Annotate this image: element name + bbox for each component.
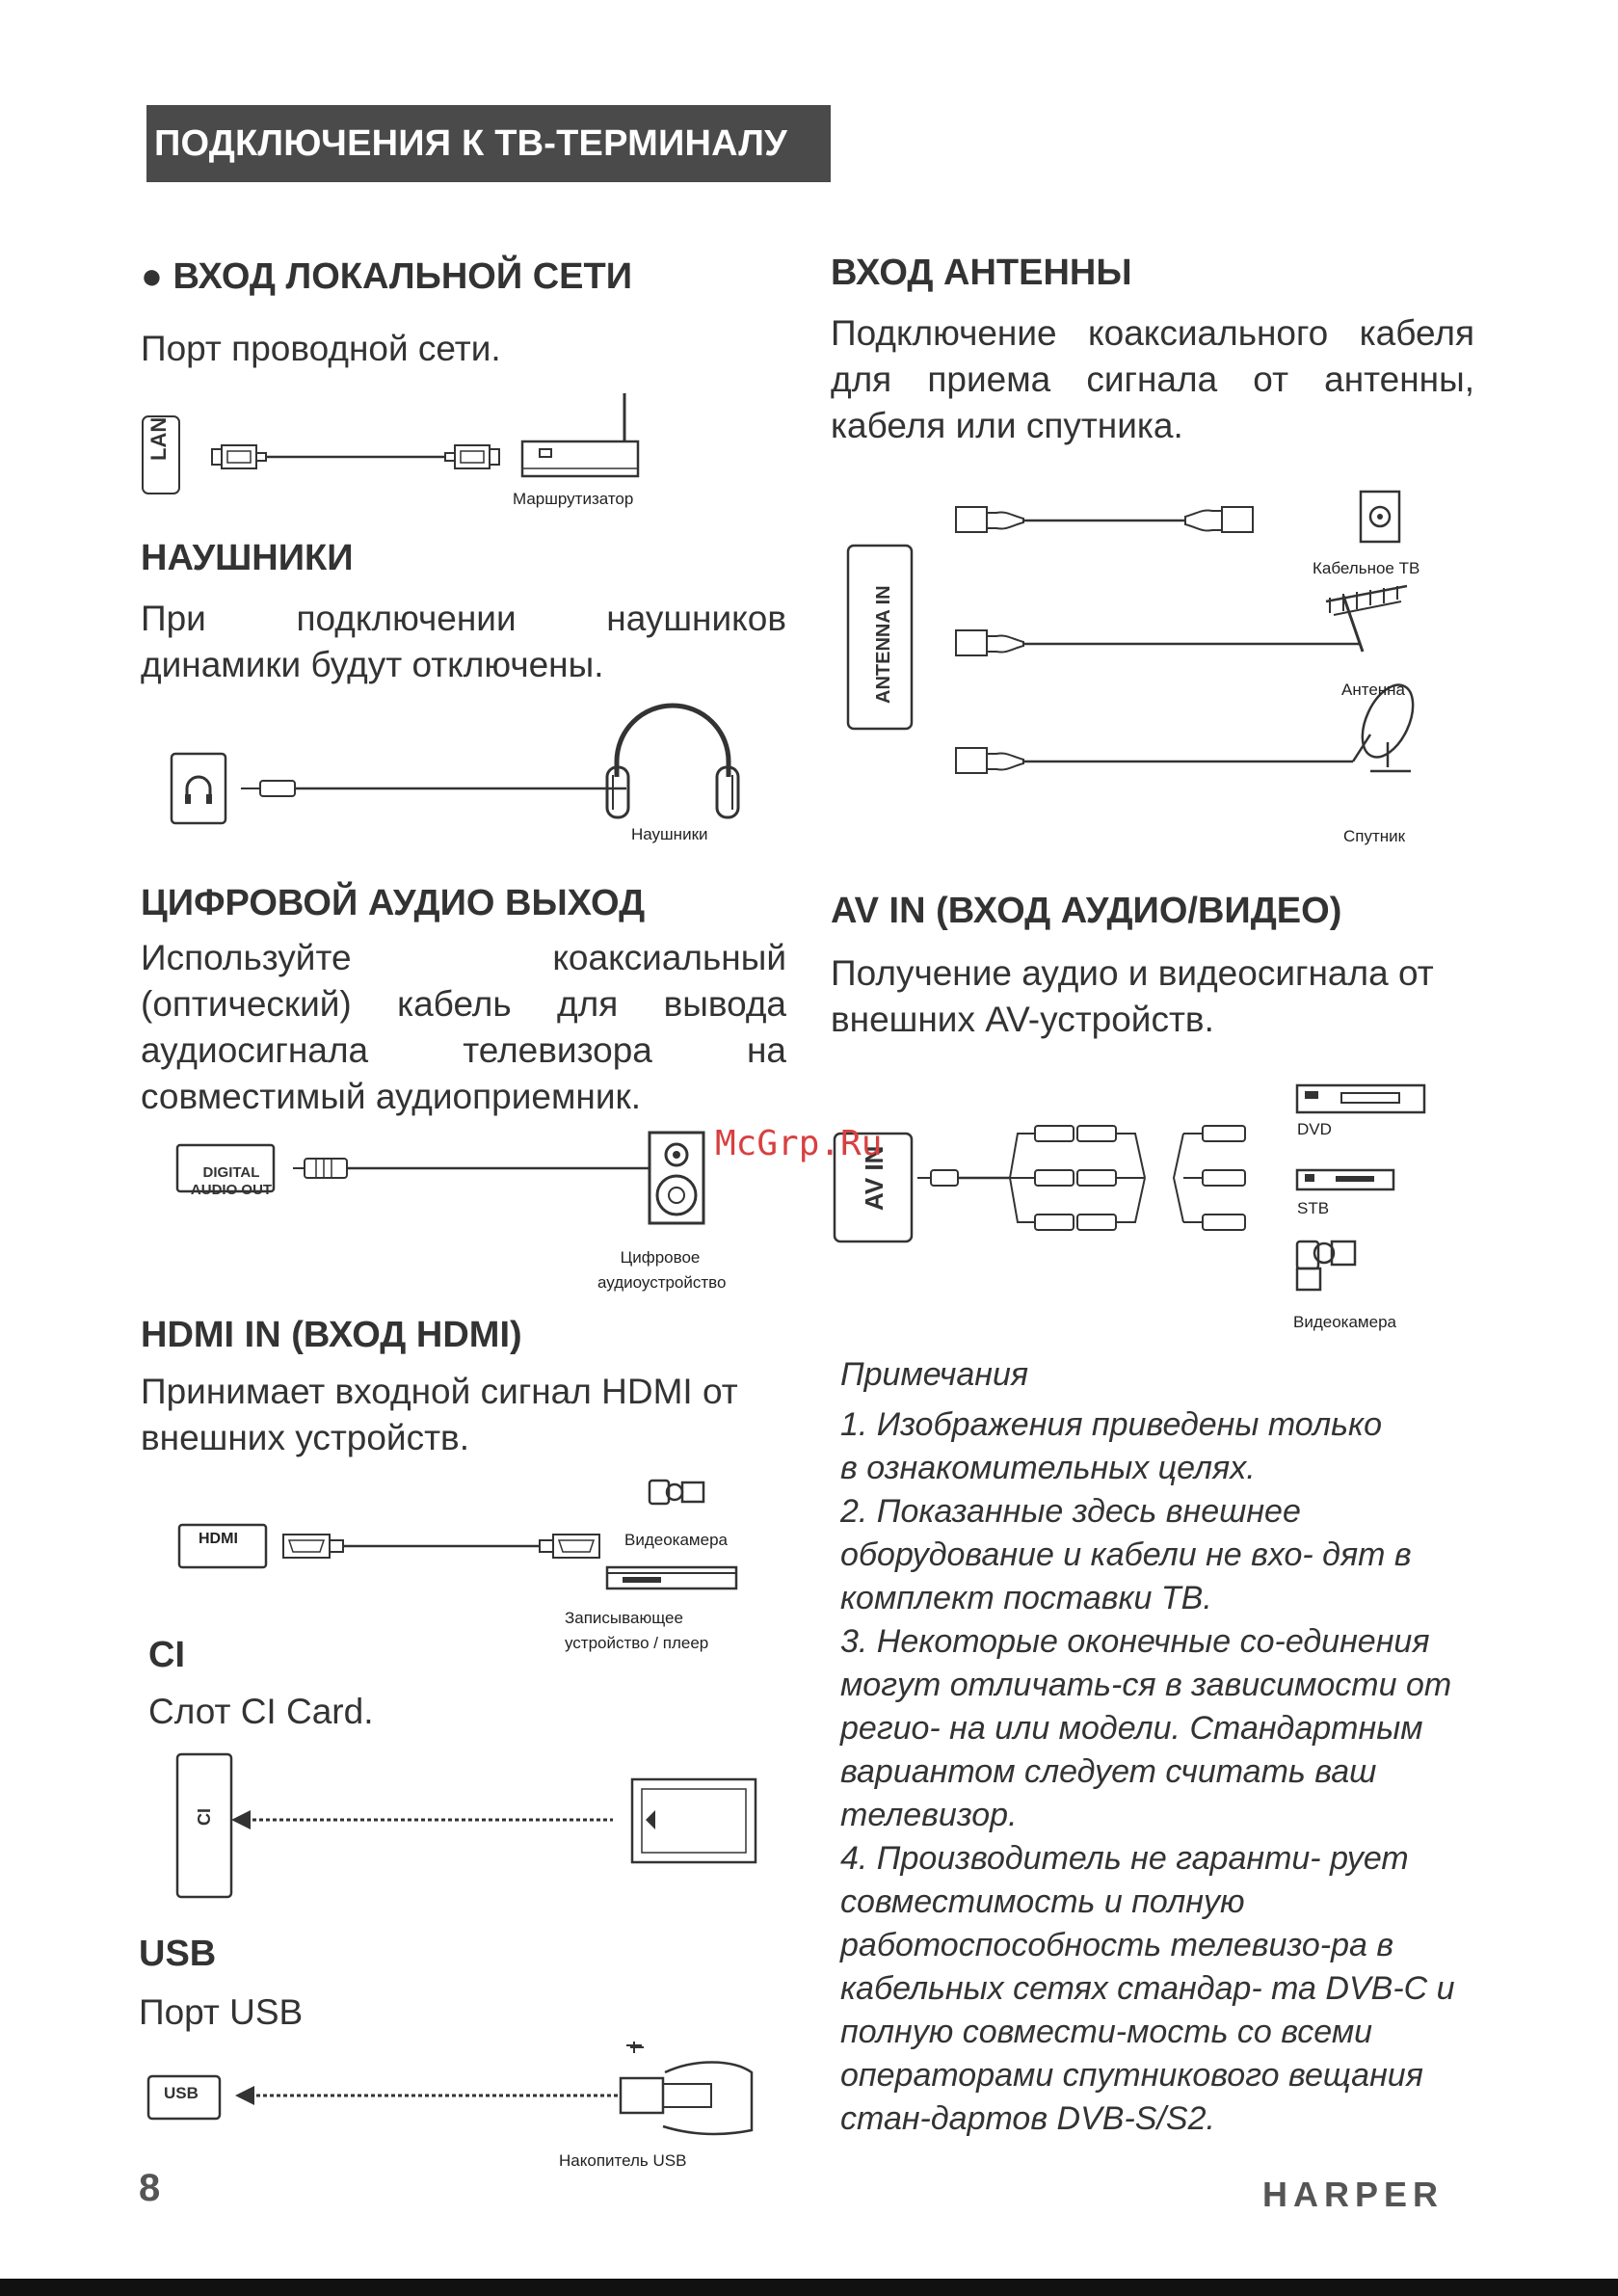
dvd-caption: DVD <box>1297 1120 1332 1138</box>
brand-logo: HARPER <box>1262 2175 1445 2214</box>
footer-bar <box>0 2279 1618 2296</box>
av-camera-caption: Видеокамера <box>1293 1313 1396 1331</box>
antenna-title: ВХОД АНТЕННЫ <box>831 253 1132 293</box>
digital-audio-port-label <box>183 1164 279 1199</box>
headphones-caption: Наушники <box>631 825 708 843</box>
notes-title: Примечания <box>840 1356 1029 1393</box>
ci-title: CI <box>148 1635 185 1675</box>
note-line: в ознакомительных целях. <box>840 1450 1256 1486</box>
antenna-port-label: ANTENNA IN <box>873 585 894 704</box>
headphones-title: НАУШНИКИ <box>141 538 354 578</box>
usb-title: USB <box>139 1934 217 1974</box>
note-line: 4. Производитель не гаранти- рует <box>840 1840 1409 1877</box>
port-label-line2: AUDIO OUT <box>190 1182 273 1198</box>
note-line: совместимость и полную <box>840 1883 1245 1920</box>
ci-diagram <box>170 1745 767 1899</box>
note-line: могут отличать-ся в зависимости от <box>840 1667 1452 1703</box>
usb-caption: Накопитель USB <box>559 2151 687 2170</box>
notes-list <box>840 1403 1515 2141</box>
note-line: телевизор. <box>840 1797 1018 1833</box>
lan-title: ● ВХОД ЛОКАЛЬНОЙ СЕТИ <box>141 256 633 297</box>
headphones-text: При подключении наушников динамики будут отключены. <box>141 599 786 684</box>
lan-text: Порт проводной сети. <box>141 329 501 368</box>
av-in-diagram <box>831 1070 1428 1311</box>
hdmi-port-text: HDMI <box>199 1531 238 1547</box>
satellite-caption: Спутник <box>1343 827 1406 845</box>
note-line: вариантом следует считать ваш <box>840 1753 1377 1790</box>
digital-audio-caption <box>597 1245 727 1295</box>
note-line: 3. Некоторые оконечные со-единения <box>840 1623 1430 1660</box>
stb-caption: STB <box>1297 1199 1330 1217</box>
hdmi-title: HDMI IN (ВХОД HDMI) <box>141 1315 522 1355</box>
hdmi-text: Принимает входной сигнал HDMI от внешних устройств. <box>141 1372 738 1457</box>
av-in-port-label: AV IN <box>860 1145 889 1211</box>
av-in-text: Получение аудио и видеосигнала от внешних AV-устройств. <box>831 953 1434 1039</box>
hdmi-diagram <box>170 1465 748 1590</box>
caption-line1: Записывающее <box>565 1609 683 1627</box>
usb-diagram <box>145 2034 761 2140</box>
antenna-caption: Антенна <box>1341 681 1406 699</box>
note-line: оборудование и кабели не вхо- дят в <box>840 1536 1412 1573</box>
note-line: стан-дартов DVB-S/S2. <box>840 2100 1215 2137</box>
router-caption: Маршрутизатор <box>513 490 634 508</box>
note-line: 1. Изображения приведены только <box>840 1406 1382 1443</box>
watermark: McGrp.Ru <box>715 1124 883 1163</box>
section-banner: ПОДКЛЮЧЕНИЯ К ТВ-ТЕРМИНАЛУ <box>146 105 831 182</box>
note-line: 2. Показанные здесь внешнее <box>840 1493 1301 1530</box>
note-line: регио- на или модели. Стандартным <box>840 1710 1423 1747</box>
cable-tv-caption: Кабельное ТВ <box>1313 559 1420 577</box>
ci-port-label: CI <box>195 1808 214 1826</box>
usb-port-label: USB <box>164 2084 199 2102</box>
note-line: комплект поставки ТВ. <box>840 1580 1212 1616</box>
note-line: кабельных сетях стандар- та DVB-C и <box>840 1970 1455 2007</box>
page-number: 8 <box>139 2167 161 2209</box>
caption-line1: Цифровое <box>620 1248 701 1267</box>
caption-line2: аудиоустройство <box>597 1273 727 1292</box>
hdmi-camera-caption: Видеокамера <box>624 1531 728 1549</box>
usb-text: Порт USB <box>139 1992 304 2032</box>
note-line: операторами спутникового вещания <box>840 2057 1423 2094</box>
antenna-text: Подключение коаксиального кабеля для приема сигнала от антенны, кабеля или спутника. <box>831 313 1474 445</box>
note-line: полную совмести-мость со всеми <box>840 2014 1373 2050</box>
caption-line2: устройство / плеер <box>565 1634 709 1652</box>
note-line: работоспособность телевизо-ра в <box>840 1927 1394 1963</box>
antenna-diagram <box>842 482 1440 810</box>
headphones-diagram <box>164 704 761 839</box>
av-in-title: AV IN (ВХОД АУДИО/ВИДЕО) <box>831 891 1342 931</box>
port-label-line1: DIGITAL <box>202 1164 260 1181</box>
lan-port-label: LAN <box>146 416 171 461</box>
digital-audio-text: Используйте коаксиальный (оптический) кабель для вывода аудиосигнала телевизора на совместимый аудиоприемник. <box>141 938 786 1116</box>
ci-text: Слот CI Card. <box>148 1692 374 1731</box>
hdmi-player-caption <box>565 1606 708 1656</box>
digital-audio-title: ЦИФРОВОЙ АУДИО ВЫХОД <box>141 883 646 923</box>
